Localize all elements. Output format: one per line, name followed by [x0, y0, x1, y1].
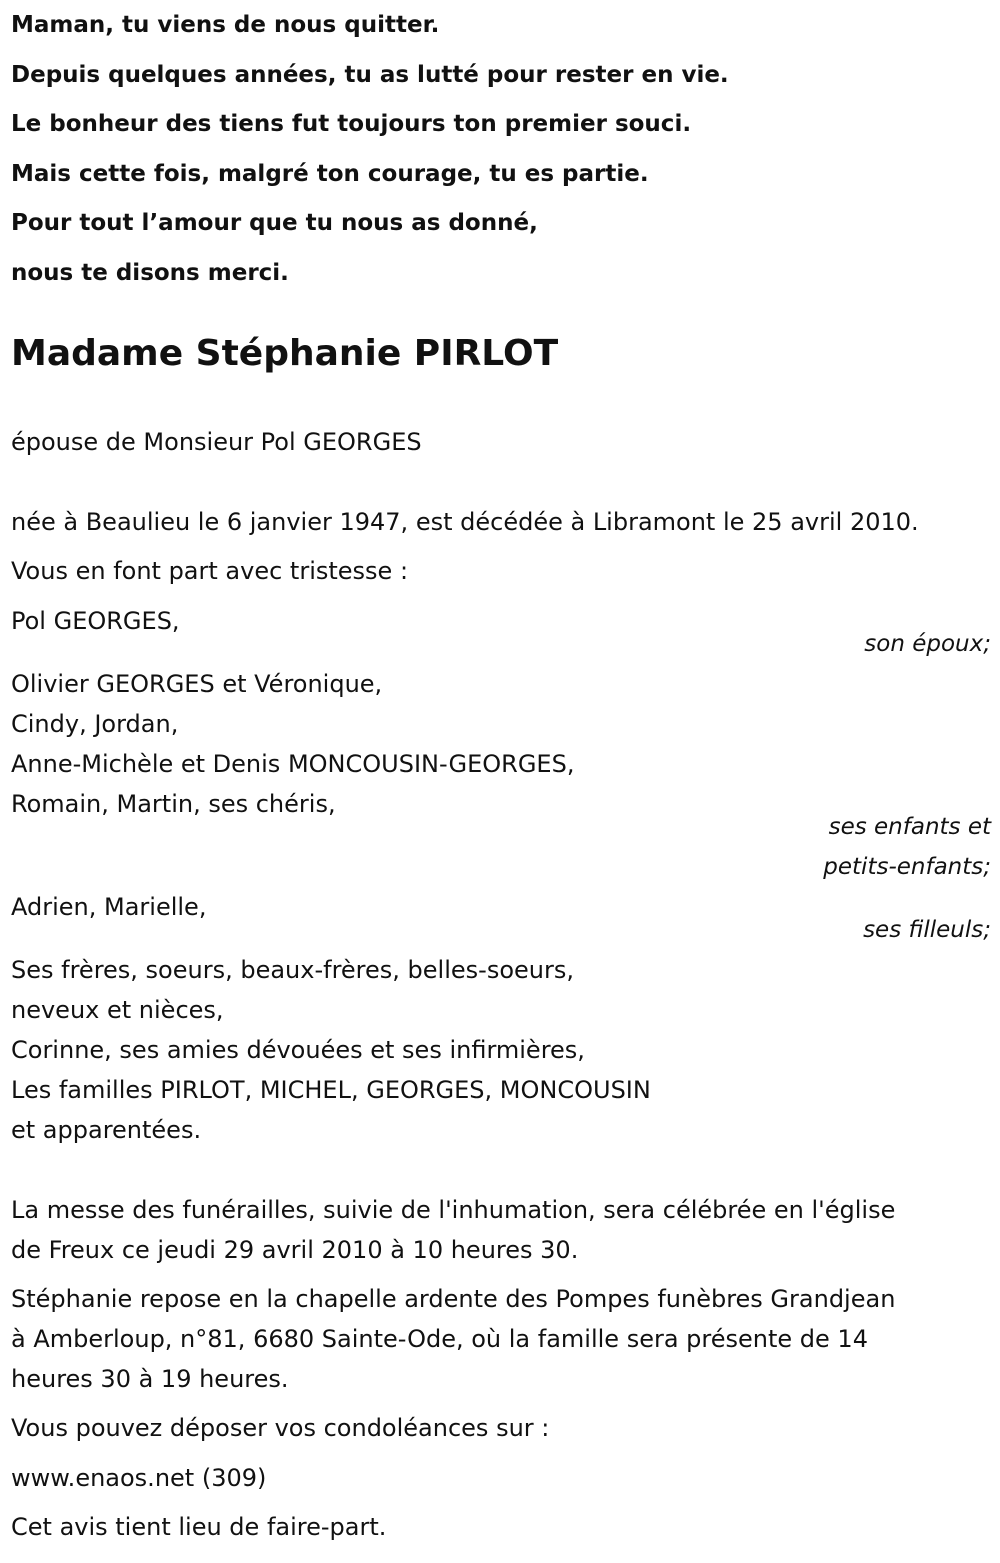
role-spouse: son époux; [864, 631, 991, 657]
condolences-line: Vous pouvez déposer vos condoléances sur : [11, 1414, 550, 1442]
list-item: et apparentées. [11, 1116, 202, 1144]
poem-line: Le bonheur des tiens fut toujours ton premier souci. [11, 111, 692, 137]
repose-line: heures 30 à 19 heures. [11, 1365, 289, 1393]
poem-line: nous te disons merci. [11, 259, 289, 286]
role-children-line2: petits-enfants; [823, 854, 991, 880]
closing-line: Cet avis tient lieu de faire-part. [11, 1513, 387, 1541]
list-item: Romain, Martin, ses chéris, [11, 790, 336, 818]
poem [11, 1, 729, 298]
list-item: Ses frères, soeurs, beaux-frères, belles-soeurs, [11, 956, 574, 984]
family-godchildren: Adrien, Marielle, [11, 893, 207, 921]
list-item: Olivier GEORGES et Véronique, [11, 670, 383, 698]
poem-line: Depuis quelques années, tu as lutté pour rester en vie. [11, 61, 729, 88]
announce-line: Vous en font part avec tristesse : [11, 557, 409, 585]
family-others [11, 950, 651, 1150]
role-godchildren: ses filleuls; [863, 917, 991, 943]
list-item: Les familles PIRLOT, MICHEL, GEORGES, MONCOUSIN [11, 1076, 651, 1104]
repose-line: à Amberloup, n°81, 6680 Sainte-Ode, où la famille sera présente de 14 [11, 1325, 868, 1353]
role-children-line1: ses enfants et [828, 814, 991, 840]
funeral-info [11, 1190, 895, 1270]
funeral-line: La messe des funérailles, suivie de l'inhumation, sera célébrée en l'église [11, 1196, 896, 1224]
spouse-line: épouse de Monsieur Pol GEORGES [11, 428, 422, 456]
poem-line: Mais cette fois, malgré ton courage, tu es partie. [11, 160, 649, 187]
repose-info [11, 1279, 895, 1399]
list-item: Corinne, ses amies dévouées et ses infirmières, [11, 1036, 585, 1064]
deceased-name: Madame Stéphanie PIRLOT [11, 333, 559, 374]
list-item: Anne-Michèle et Denis MONCOUSIN-GEORGES, [11, 750, 575, 778]
website-link[interactable]: www.enaos.net (309) [11, 1464, 267, 1492]
repose-line: Stéphanie repose en la chapelle ardente des Pompes funèbres Grandjean [11, 1285, 896, 1313]
funeral-line: de Freux ce jeudi 29 avril 2010 à 10 heures 30. [11, 1236, 579, 1264]
poem-line: Maman, tu viens de nous quitter. [11, 12, 440, 38]
birth-death-line: née à Beaulieu le 6 janvier 1947, est décédée à Libramont le 25 avril 2010. [11, 508, 919, 536]
list-item: neveux et nièces, [11, 996, 224, 1024]
poem-line: Pour tout l’amour que tu nous as donné, [11, 210, 538, 236]
family-children [11, 664, 574, 824]
list-item: Cindy, Jordan, [11, 710, 179, 738]
family-spouse-name: Pol GEORGES, [11, 607, 180, 635]
